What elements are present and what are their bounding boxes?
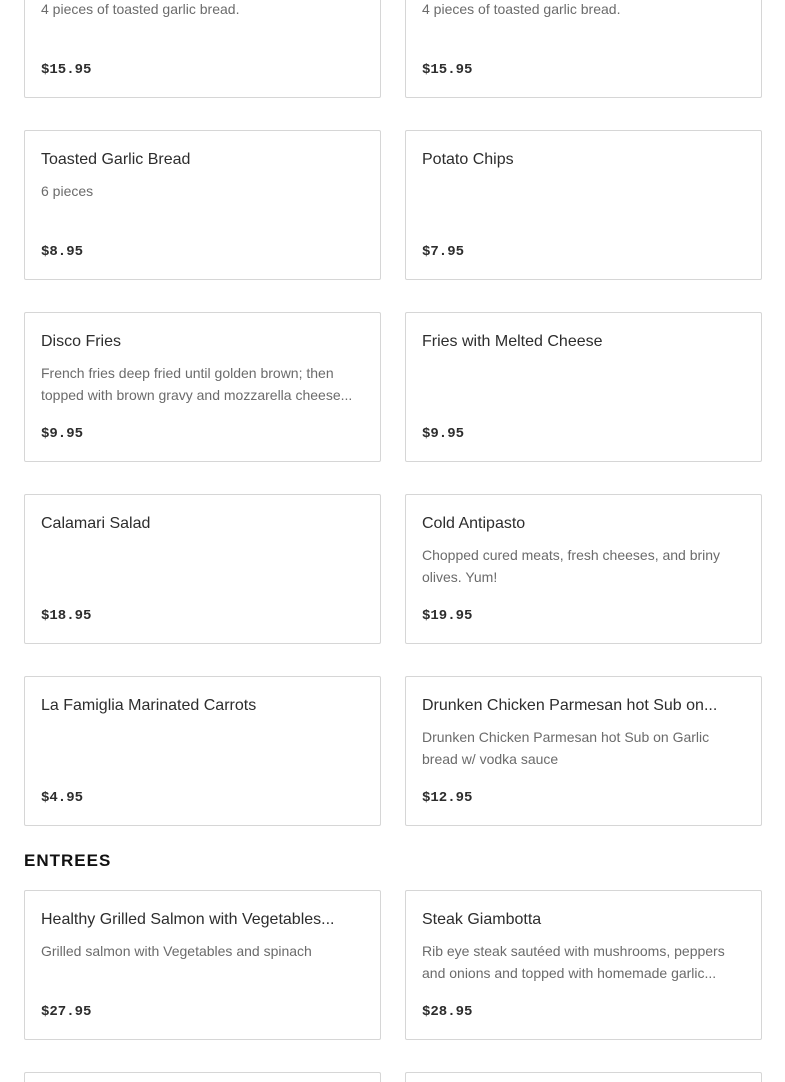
item-description: Rib eye steak sautéed with mushrooms, peppers and onions and topped with homemade garlic...	[422, 943, 725, 981]
menu-item-card[interactable]	[24, 312, 381, 462]
item-description: Chopped cured meats, fresh cheeses, and briny olives. Yum!	[422, 547, 721, 585]
item-price: $4.95	[41, 790, 84, 806]
item-price: $15.95	[41, 62, 92, 78]
item-name: Disco Fries	[41, 333, 122, 350]
menu-item-card[interactable]	[405, 1072, 762, 1082]
item-description: Grilled salmon with Vegetables and spinach	[41, 943, 312, 959]
menu-item-card[interactable]	[24, 130, 381, 280]
item-price: $15.95	[422, 62, 473, 78]
menu-item-card[interactable]	[24, 0, 381, 98]
item-description: 6 pieces	[41, 183, 94, 199]
item-name: Fries with Melted Cheese	[422, 333, 603, 350]
menu-item-card[interactable]	[405, 0, 762, 98]
item-price: $9.95	[422, 426, 465, 442]
menu-item-card[interactable]	[24, 676, 381, 826]
item-price: $18.95	[41, 608, 92, 624]
menu-item-card[interactable]	[405, 494, 762, 644]
item-description: 4 pieces of toasted garlic bread.	[41, 1, 240, 17]
item-price: $12.95	[422, 790, 473, 806]
menu-item-card[interactable]	[405, 890, 762, 1040]
item-name: Calamari Salad	[41, 515, 151, 532]
item-name: Toasted Garlic Bread	[41, 151, 191, 168]
menu-item-card[interactable]	[405, 676, 762, 826]
item-price: $27.95	[41, 1004, 92, 1020]
section-title-entrees: ENTREES	[24, 851, 112, 870]
item-name: Potato Chips	[422, 151, 514, 168]
item-description: Drunken Chicken Parmesan hot Sub on Garlic bread w/ vodka sauce	[422, 729, 710, 767]
item-description: 4 pieces of toasted garlic bread.	[422, 1, 621, 17]
item-price: $8.95	[41, 244, 84, 260]
item-price: $19.95	[422, 608, 473, 624]
item-name: Cold Antipasto	[422, 515, 526, 532]
item-price: $28.95	[422, 1004, 473, 1020]
menu-item-card[interactable]	[405, 312, 762, 462]
menu-item-card[interactable]	[24, 1072, 381, 1082]
item-name: Drunken Chicken Parmesan hot Sub on...	[422, 697, 718, 714]
item-name: La Famiglia Marinated Carrots	[41, 697, 257, 714]
item-price: $9.95	[41, 426, 84, 442]
menu-item-card[interactable]	[24, 890, 381, 1040]
item-name: Steak Giambotta	[422, 911, 542, 928]
item-description: French fries deep fried until golden brown; then topped with brown gravy and mozzarella cheese...	[41, 365, 353, 403]
menu-item-card[interactable]	[405, 130, 762, 280]
item-price: $7.95	[422, 244, 465, 260]
menu-item-card[interactable]	[24, 494, 381, 644]
item-name: Healthy Grilled Salmon with Vegetables...	[41, 911, 335, 928]
